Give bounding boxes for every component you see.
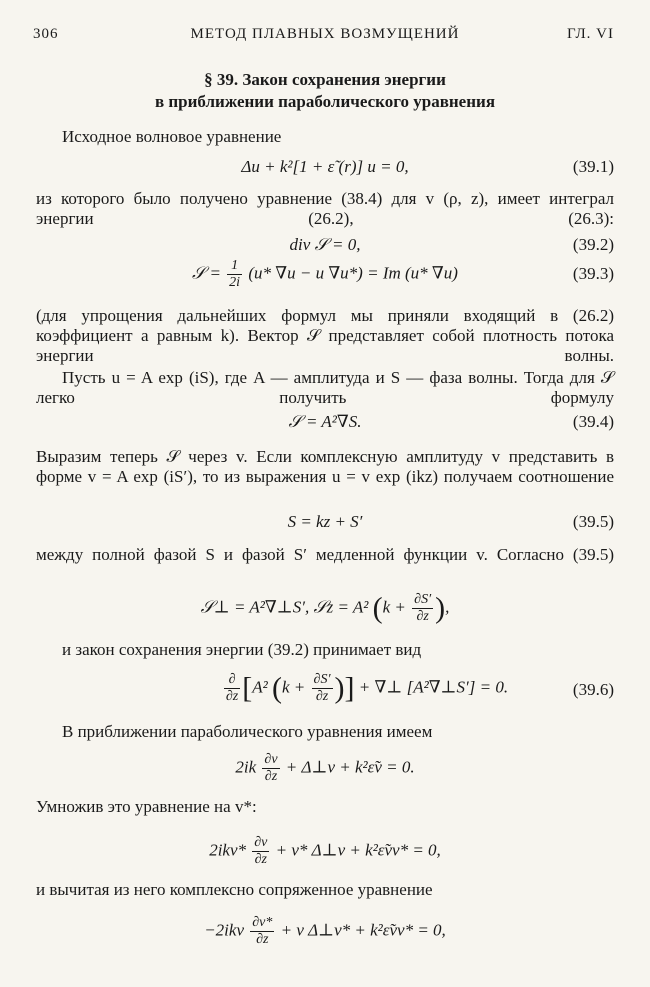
- eq7-fraction: [224, 672, 240, 705]
- eq8-fraction: [262, 752, 279, 785]
- eq10-lead: −2ikv: [204, 920, 244, 940]
- eq7-frac-num: ∂: [224, 672, 240, 689]
- eq3-rest: (u* ∇u − u ∇u*) = Im (u* ∇u): [248, 263, 458, 283]
- equation-number-39-2: (39.2): [572, 235, 614, 254]
- equation-number-39-4: (39.4): [572, 412, 614, 431]
- paragraph-10: и вычитая из него комплексно сопряженное уравнение: [36, 880, 433, 899]
- equation-39-1: Δu + k²[1 + ε̃ (r)] u = 0,: [241, 157, 409, 176]
- paragraph-4: Пусть u = A exp (iS), где A — амплитуда и S — фаза волны. Тогда для 𝒮 легко получить формулу: [36, 368, 614, 407]
- eq9-lead: 2ikv*: [209, 840, 247, 860]
- eq10-fraction: [250, 915, 274, 948]
- chapter-label: ГЛ. VI: [566, 26, 614, 42]
- eq6-tail: ,: [445, 597, 450, 617]
- eq7-mid2: k +: [282, 677, 306, 697]
- eq7-frac2-num: ∂S′: [313, 672, 331, 687]
- equation-multiplied: [0, 835, 650, 868]
- eq6-frac-num: ∂S′: [414, 592, 432, 607]
- eq7-tail: + ∇⊥ [A²∇⊥S′] = 0.: [354, 677, 509, 697]
- section-title-line2: в приближении параболического уравнения: [154, 92, 496, 111]
- equation-energy-components: 𝒮⊥ = A²∇⊥S′, 𝒮z = A² (k + $\frac{\partial S'}{\partial z}$ ),: [200, 591, 450, 625]
- eq6-pre: k +: [382, 597, 406, 617]
- eq9-tail: + v* Δ⊥v + k²ε̃vv* = 0,: [275, 840, 441, 860]
- paragraph-5: Выразим теперь 𝒮 через v. Если комплексную амплитуду v представить в форме v = A exp (iS′), то из выражения u = v exp (ikz) получаем соотношение: [36, 447, 614, 486]
- eq8-frac-num: ∂v: [264, 752, 278, 767]
- eq10-frac-den: ∂z: [256, 932, 269, 947]
- eq10-tail: + v Δ⊥v* + k²ε̃vv* = 0,: [280, 920, 446, 940]
- eq6-fraction: [412, 592, 433, 625]
- eq3-frac-den: 2i: [229, 275, 241, 290]
- paragraph-8: В приближении параболического уравнения имеем: [62, 722, 433, 741]
- eq10-frac-num: ∂v*: [252, 915, 273, 930]
- equation-39-6: $\frac{\partial}{\partial z}$ [A² (k + $\frac{\partial S'}{\partial z}$ )] + ∇⊥ [A²∇⊥S′] = 0.: [225, 671, 509, 705]
- eq8-lead: 2ik: [235, 757, 257, 777]
- eq7-fraction-2: [312, 672, 333, 705]
- eq8-tail: + Δ⊥v + k²ε̃v = 0.: [285, 757, 415, 777]
- equation-39-3: [0, 258, 650, 291]
- eq3-frac-num: 1: [227, 258, 242, 275]
- eq7-frac-den: ∂z: [225, 689, 239, 704]
- page-number: 306: [33, 26, 59, 42]
- eq6-frac-den: ∂z: [416, 609, 429, 624]
- equation-39-4: 𝒮 = A²∇S.: [288, 412, 362, 431]
- eq8-frac-den: ∂z: [264, 769, 278, 784]
- running-title: МЕТОД ПЛАВНЫХ ВОЗМУЩЕНИЙ: [190, 26, 460, 42]
- paragraph-6: между полной фазой S и фазой S′ медленной функции v. Согласно (39.5): [36, 545, 614, 564]
- equation-parabolic: [0, 752, 650, 785]
- paragraph-9: Умножив это уравнение на v*:: [36, 797, 257, 816]
- eq3-lead: 𝒮 =: [192, 263, 221, 283]
- eq9-fraction: [252, 835, 269, 868]
- section-title-line1: § 39. Закон сохранения энергии: [204, 70, 446, 89]
- equation-39-2: div 𝒮 = 0,: [289, 235, 361, 254]
- equation-number-39-6: (39.6): [572, 680, 614, 699]
- eq6-part1: 𝒮⊥ = A²∇⊥S′, 𝒮z = A²: [200, 597, 373, 617]
- equation-number-39-5: (39.5): [572, 512, 614, 531]
- eq9-frac-num: ∂v: [254, 835, 268, 850]
- eq7-frac2-den: ∂z: [315, 689, 329, 704]
- paragraph-7: и закон сохранения энергии (39.2) принимает вид: [62, 640, 422, 659]
- equation-number-39-3: (39.3): [572, 264, 614, 283]
- eq9-frac-den: ∂z: [254, 852, 268, 867]
- equation-39-5: S = kz + S′: [287, 512, 363, 531]
- paragraph-1: Исходное волновое уравнение: [62, 127, 282, 146]
- paragraph-3: (для упрощения дальнейших формул мы приняли входящий в (26.2) коэффициент a равным k). Вектор 𝒮 представляет собой плотность потока энергии волны.: [36, 306, 614, 365]
- eq3-fraction: [227, 258, 242, 291]
- paragraph-2: из которого было получено уравнение (38.4) для v (ρ, z), имеет интеграл энергии (26.2), (26.3):: [36, 189, 614, 228]
- equation-conjugate: [0, 915, 650, 948]
- eq7-mid1: A²: [252, 677, 272, 697]
- equation-number-39-1: (39.1): [572, 157, 614, 176]
